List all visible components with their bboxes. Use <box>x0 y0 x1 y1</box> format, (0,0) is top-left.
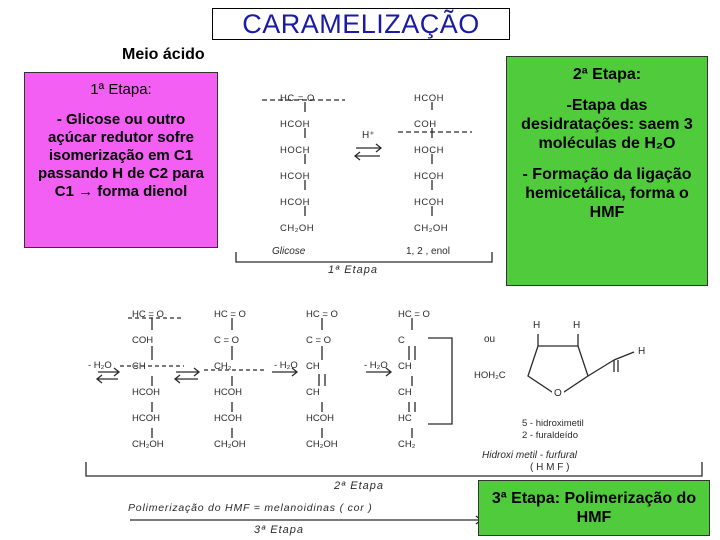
hmf-h-atom: H <box>573 320 581 331</box>
glucose-label: Glicose <box>272 246 306 257</box>
row2-atom: HC = O <box>132 309 164 320</box>
step2-text-dehydration: -Etapa das desidratações: saem 3 moléculas de H₂O <box>521 97 693 152</box>
step2-box <box>506 56 708 286</box>
stage3-label: 3ª Etapa <box>254 524 304 536</box>
page-title: CARAMELIZAÇÃO <box>212 8 510 40</box>
water-loss-label: - H₂O <box>274 360 298 371</box>
row2-atom: HC = O <box>306 309 338 320</box>
row2-atom: HC <box>398 413 412 424</box>
step1-heading: 1ª Etapa: <box>90 81 152 98</box>
row2-atom: HCOH <box>214 413 242 424</box>
glucose-atom: HCOH <box>280 197 310 208</box>
step2-heading: 2ª Etapa: <box>572 66 642 83</box>
enol-structure <box>414 86 474 242</box>
glucose-atom: HC = O <box>280 93 315 104</box>
step1-text: - Glicose ou outro açúcar redutor sofre isomerização em C1 passando H de C2 para C1 → forma dienol <box>38 111 204 200</box>
enol-atom: COH <box>414 119 437 130</box>
hmf-name-2: 2 - furaldeído <box>522 430 578 441</box>
step3-box <box>478 480 710 536</box>
row2-atom: COH <box>132 335 154 346</box>
row2-atom: CH₂OH <box>214 439 246 450</box>
row2-atom: HCOH <box>214 387 242 398</box>
row2-atom: C = O <box>306 335 332 346</box>
row2-col1 <box>132 302 192 458</box>
row2-atom: CH₂OH <box>132 439 164 450</box>
catalyst-label: H⁺ <box>362 130 375 141</box>
enol-atom: HCOH <box>414 93 444 104</box>
enol-atom: HOCH <box>414 145 444 156</box>
row2-atom: C <box>398 335 405 346</box>
row2-col4 <box>398 302 448 458</box>
enol-atom: CH₂OH <box>414 223 449 234</box>
row2-atom: CH <box>306 387 320 398</box>
step3-heading: 3ª Etapa: Polimerização do HMF <box>491 490 697 526</box>
glucose-atom: CH₂OH <box>280 223 315 234</box>
hmf-left-group: HOH₂C <box>474 370 506 381</box>
hmf-name-1: 5 - hidroximetil <box>522 418 584 429</box>
row2-atom: CH <box>132 361 146 372</box>
polymer-text: Polimerização do HMF = melanoidinas ( cor ) <box>128 502 373 514</box>
row2-atom: C = O <box>214 335 240 346</box>
glucose-structure <box>280 86 340 242</box>
glucose-atom: HOCH <box>280 145 310 156</box>
row2-col2 <box>214 302 274 458</box>
glucose-atom: HCOH <box>280 171 310 182</box>
stage1-label: 1ª Etapa <box>328 264 378 276</box>
hmf-o-atom: O <box>554 388 562 399</box>
enol-label: 1, 2 , enol <box>406 246 450 257</box>
row2-atom: HCOH <box>306 413 334 424</box>
row2-atom: CH <box>398 387 412 398</box>
row2-col3 <box>306 302 366 458</box>
enol-atom: HCOH <box>414 171 444 182</box>
hmf-h-atom: H <box>533 320 541 331</box>
row2-atom: CH <box>398 361 412 372</box>
row2-atom: HC = O <box>214 309 246 320</box>
row2-atom: CH <box>306 361 320 372</box>
glucose-atom: HCOH <box>280 119 310 130</box>
enol-atom: HCOH <box>414 197 444 208</box>
stage2-label: 2ª Etapa <box>334 480 384 492</box>
hmf-full-name: Hidroxi metil - furfural <box>482 450 578 461</box>
row2-atom: CH₂OH <box>306 439 338 450</box>
row2-atom: HCOH <box>132 387 160 398</box>
step2-text-hemiketal: - Formação da ligação hemicetálica, forma o HMF <box>522 166 692 221</box>
row2-atom: HC = O <box>398 309 430 320</box>
row2-atom: HCOH <box>132 413 160 424</box>
step1-box <box>24 72 218 248</box>
water-loss-label: - H₂O <box>88 360 112 371</box>
row2-atom: CH₂ <box>398 439 416 450</box>
row2-atom: CH₂ <box>214 361 232 372</box>
or-label: ou <box>484 334 496 345</box>
medium-label: Meio ácido <box>122 46 205 63</box>
hmf-abbr: ( H M F ) <box>530 462 570 473</box>
hmf-aldehyde-h: H <box>638 346 646 357</box>
water-loss-label: - H₂O <box>364 360 388 371</box>
